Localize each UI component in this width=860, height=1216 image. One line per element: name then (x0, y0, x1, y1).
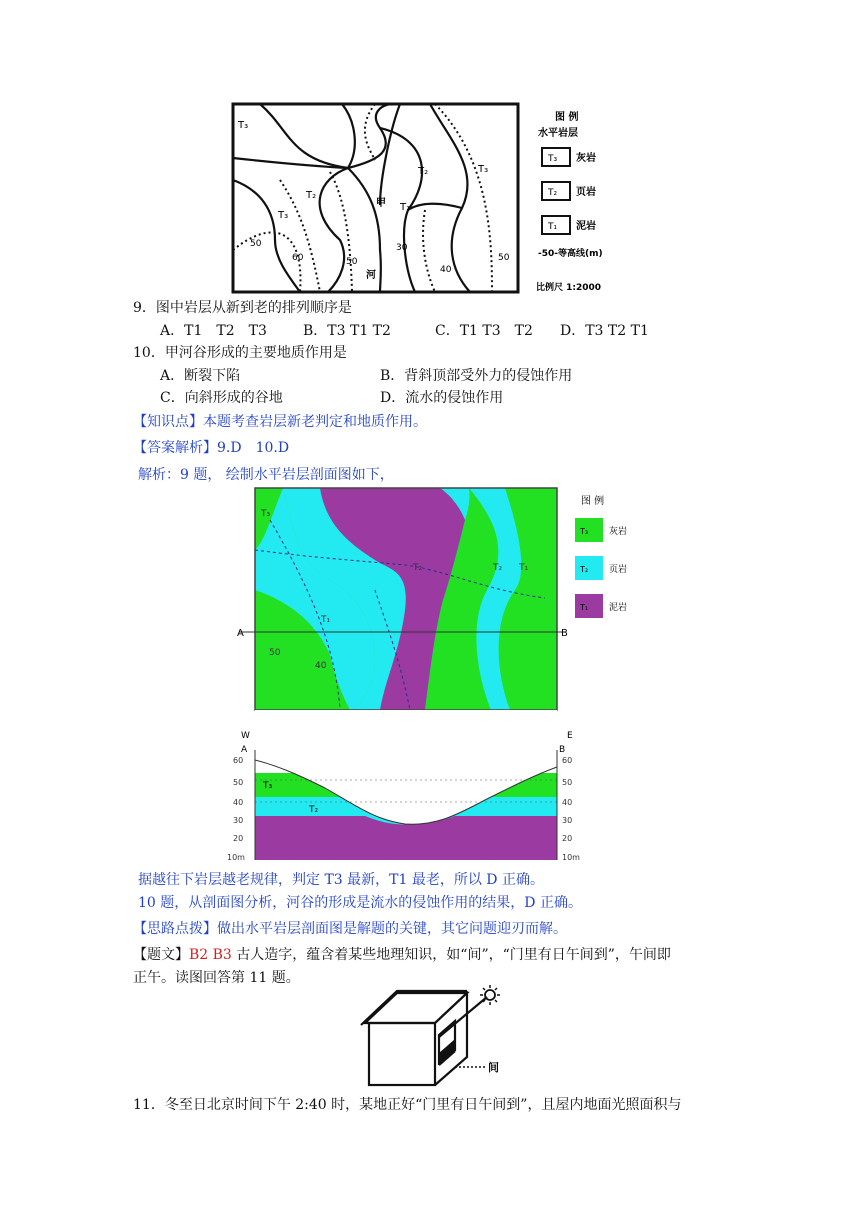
y-tick: 50 (562, 778, 573, 787)
bracket-tag: 【题文】 (133, 947, 189, 963)
q10-option-b: B．背斜顶部受外力的侵蚀作用 (380, 368, 573, 384)
map-label-t2: T₂ (418, 166, 429, 177)
y-tick: 10m (562, 853, 580, 862)
contour-legend: -50-等高线(m) (538, 249, 603, 259)
contour-value: 50 (269, 648, 281, 658)
legend-subtitle: 水平岩层 (538, 128, 578, 139)
topic-codes: B2 B3 (189, 947, 232, 963)
legend-code: T₂ (548, 188, 558, 198)
map-label-t2: T₂ (493, 563, 503, 573)
analysis-line-2: 10 题，从剖面图分析，河谷的形成是流水的侵蚀作用的结果，D 正确。 (138, 895, 582, 911)
y-tick: 50 (233, 778, 244, 787)
map-label-t2: T₂ (306, 190, 317, 201)
legend-name: 灰岩 (609, 527, 628, 537)
legend-title: 图 例 (555, 112, 579, 123)
map-label-t3: T₃ (238, 120, 249, 131)
contour-value: 50 (346, 257, 358, 267)
y-tick: 40 (233, 798, 244, 807)
figure-colored-map-and-profile (225, 480, 640, 866)
layer-label-t3: T₃ (263, 781, 273, 791)
question-11-preamble (133, 945, 671, 965)
legend-code: T₁ (548, 222, 558, 232)
q10-option-c: C．向斜形成的谷地 (160, 390, 283, 406)
y-tick: 60 (562, 756, 573, 765)
legend-name: 泥岩 (576, 221, 596, 232)
map-label-he: 河 (366, 270, 376, 281)
scale-label: 比例尺 1:2000 (536, 283, 602, 293)
y-tick: 20 (562, 834, 573, 843)
y-tick: 20 (233, 834, 244, 843)
map-label-t3: T₃ (278, 210, 289, 221)
y-tick: 30 (562, 816, 573, 825)
y-tick: 30 (233, 816, 244, 825)
contour-value: 40 (440, 265, 452, 275)
profile-label-b: B (561, 628, 568, 639)
layer-label-t2: T₂ (309, 805, 319, 815)
legend-code: T₃ (580, 527, 589, 536)
q10-option-a: A．断裂下陷 (160, 368, 241, 384)
map-label-jia: 甲 (376, 198, 386, 209)
contour-value: 60 (292, 253, 304, 263)
figure-house-sun (355, 985, 515, 1091)
question-9-stem: 9．图中岩层从新到老的排列顺序是 (133, 300, 352, 316)
preamble-continuation: 正午。读图回答第 11 题。 (133, 970, 300, 986)
knowledge-point: 【知识点】本题考查岩层新老判定和地质作用。 (133, 414, 427, 430)
map-label-t3: T₃ (261, 509, 271, 519)
legend-name: 泥岩 (609, 603, 628, 613)
legend-code: T₁ (580, 603, 589, 612)
profile-label-a: A (237, 628, 244, 639)
contour-value: 30 (396, 243, 408, 253)
y-tick: 60 (233, 756, 244, 765)
map-label-t3: T₃ (478, 164, 489, 175)
solution-tip: 【思路点拨】做出水平岩层剖面图是解题的关键，其它问题迎刃而解。 (133, 921, 567, 937)
y-tick: 40 (562, 798, 573, 807)
y-tick: 10m (227, 853, 245, 862)
contour-value: 50 (498, 253, 510, 263)
profile-b: B (559, 745, 566, 755)
map-label-t1: T₁ (321, 615, 331, 625)
q9-option-b: B．T3 T1 T2 (303, 323, 391, 339)
question-11-stem: 11．冬至日北京时间下午 2:40 时，某地正好“门里有日午间到”，且屋内地面光照面积与 (133, 1097, 682, 1113)
west-label: W (241, 731, 250, 741)
profile-a: A (241, 745, 248, 755)
legend-code: T₃ (548, 154, 558, 164)
map-label-t1: T₁ (519, 563, 529, 573)
question-10-stem: 10．甲河谷形成的主要地质作用是 (133, 345, 347, 361)
legend-title: 图 例 (581, 496, 605, 507)
east-label: E (567, 731, 573, 741)
map-label-t2: T₂ (413, 563, 423, 573)
q9-option-d: D．T3 T2 T1 (560, 323, 649, 339)
q9-option-a: A．T1 T2 T3 (160, 323, 267, 339)
q9-option-c: C．T1 T3 T2 (435, 323, 533, 339)
answer-key: 【答案解析】9.D 10.D (133, 440, 290, 456)
map-label-t1: T₁ (400, 202, 411, 213)
analysis-line-1: 据越往下岩层越老规律，判定 T3 最新，T1 最老，所以 D 正确。 (138, 872, 544, 888)
figure-label-jian: 间 (488, 1061, 499, 1074)
contour-value: 50 (250, 239, 262, 249)
q10-option-d: D．流水的侵蚀作用 (380, 390, 504, 406)
legend-name: 页岩 (576, 187, 596, 198)
legend-code: T₂ (580, 565, 589, 574)
contour-value: 40 (315, 661, 327, 671)
legend-name: 灰岩 (576, 153, 596, 164)
legend-name: 页岩 (609, 565, 628, 575)
figure-rock-contour-map (230, 100, 630, 296)
analysis-intro: 解析：9 题， 绘制水平岩层剖面图如下， (138, 467, 394, 483)
preamble-text: 古人造字，蕴含着某些地理知识，如“间”，“门里有日午间到”，午间即 (236, 947, 671, 963)
